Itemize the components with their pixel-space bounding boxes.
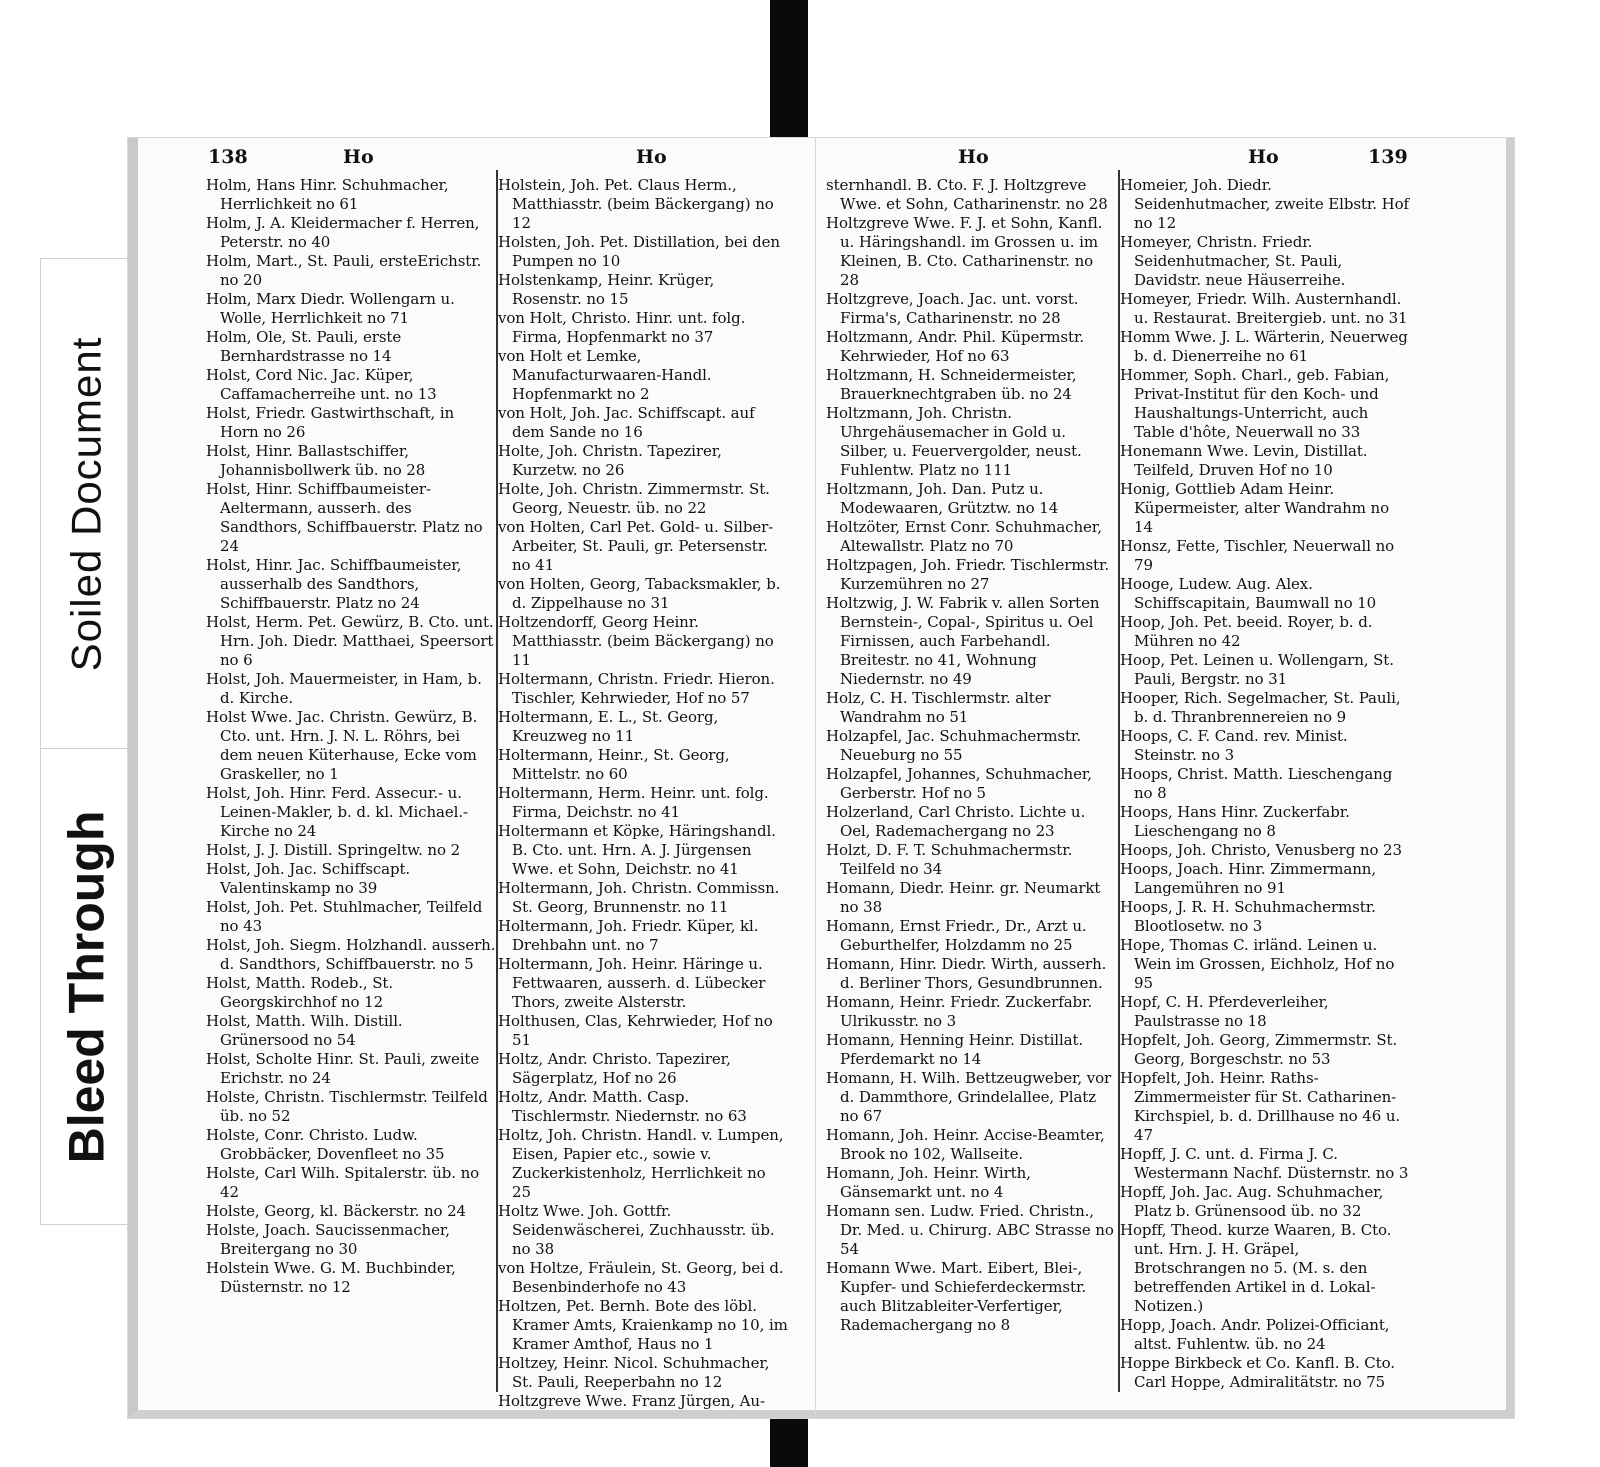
- directory-entry: von Holten, Carl Pet. Gold- u. Silber-Arbeiter, St. Pauli, gr. Petersenstr. no 41: [498, 518, 774, 574]
- directory-entry: Hoop, Joh. Pet. beeid. Royer, b. d. Mühren no 42: [1120, 613, 1373, 650]
- left-page-column-1: [206, 176, 496, 1297]
- bleed-through-label: [40, 748, 132, 1225]
- directory-entry: Holst, Matth. Wilh. Distill. Grünersood no 54: [206, 1012, 403, 1049]
- directory-entry: Holst, Hinr. Jac. Schiffbaumeister, ausserhalb des Sandthors, Schiffbauerstr. Platz no 24: [206, 556, 462, 612]
- directory-entry: Homm Wwe. J. L. Wärterin, Neuerweg b. d. Dienerreihe no 61: [1120, 328, 1408, 365]
- directory-entry: Holm, J. A. Kleidermacher f. Herren, Peterstr. no 40: [206, 214, 480, 251]
- directory-entry: Holzapfel, Jac. Schuhmachermstr. Neueburg no 55: [826, 727, 1081, 764]
- directory-entry: Holst, Friedr. Gastwirthschaft, in Horn no 26: [206, 404, 455, 441]
- directory-entry: Holtermann, Christn. Friedr. Hieron. Tischler, Kehrwieder, Hof no 57: [498, 670, 775, 707]
- directory-entry: Holstein Wwe. G. M. Buchbinder, Düsternstr. no 12: [206, 1259, 456, 1296]
- directory-entry: Holtzmann, Joh. Dan. Putz u. Modewaaren, Grütztw. no 14: [826, 480, 1059, 517]
- right-page-column-2: [1120, 176, 1410, 1392]
- directory-entry: Hopff, Theod. kurze Waaren, B. Cto. unt. Hrn. J. H. Gräpel, Brotschrangen no 5. (M. s. den betreffenden Artikel in d. Lokal-Notizen.): [1120, 1221, 1392, 1315]
- directory-entry: Hopp, Joach. Andr. Polizei-Officiant, altst. Fuhlentw. üb. no 24: [1120, 1316, 1390, 1353]
- directory-entry: von Holtze, Fräulein, St. Georg, bei d. Besenbinderhofe no 43: [498, 1259, 784, 1296]
- directory-entry: Homann, H. Wilh. Bettzeugweber, vor d. Dammthore, Grindelallee, Platz no 67: [826, 1069, 1112, 1125]
- directory-entry: Holtermann, Joh. Christn. Commissn. St. Georg, Brunnenstr. no 11: [498, 879, 780, 916]
- directory-entry: Holte, Joh. Christn. Zimmermstr. St. Georg, Neuestr. üb. no 22: [498, 480, 770, 517]
- left-page-header-right: Ho: [636, 146, 667, 168]
- directory-entry: Holst, Joh. Hinr. Ferd. Assecur.- u. Leinen-Makler, b. d. kl. Michael.-Kirche no 24: [206, 784, 468, 840]
- directory-entry: Hopff, Joh. Jac. Aug. Schuhmacher, Platz b. Grünensood üb. no 32: [1120, 1183, 1384, 1220]
- directory-entry: Holste, Conr. Christo. Ludw. Grobbäcker, Dovenfleet no 35: [206, 1126, 445, 1163]
- directory-entry: Homann, Joh. Heinr. Wirth, Gänsemarkt unt. no 4: [826, 1164, 1031, 1201]
- directory-entry: Homann Wwe. Mart. Eibert, Blei-, Kupfer- und Schieferdeckermstr. auch Blitzableiter-Verfertiger, Rademachergang no 8: [826, 1259, 1087, 1334]
- directory-entry: Hopfelt, Joh. Heinr. Raths-Zimmermeister für St. Catharinen-Kirchspiel, b. d. Drillhause no 46 u. 47: [1120, 1069, 1401, 1144]
- directory-entry: Homann, Joh. Heinr. Accise-Beamter, Brook no 102, Wallseite.: [826, 1126, 1105, 1163]
- directory-entry: Holtzen, Pet. Bernh. Bote des löbl. Kramer Amts, Kraienkamp no 10, im Kramer Amthof, Haus no 1: [498, 1297, 788, 1353]
- directory-entry: Holst, Matth. Rodeb., St. Georgskirchhof no 12: [206, 974, 394, 1011]
- directory-entry: Holtermann et Köpke, Häringshandl. B. Cto. unt. Hrn. A. J. Jürgensen Wwe. et Sohn, Deichstr. no 41: [498, 822, 776, 878]
- directory-entry: Hoops, J. R. H. Schuhmachermstr. Blootlosetw. no 3: [1120, 898, 1376, 935]
- directory-entry: Hoop, Pet. Leinen u. Wollengarn, St. Pauli, Bergstr. no 31: [1120, 651, 1394, 688]
- directory-entry: Holtz, Joh. Christn. Handl. v. Lumpen, Eisen, Papier etc., sowie v. Zuckerkistenholz, Herrlichkeit no 25: [498, 1126, 784, 1201]
- directory-entry: von Holt et Lemke, Manufacturwaaren-Handl. Hopfenmarkt no 2: [498, 347, 712, 403]
- directory-entry: Holste, Christn. Tischlermstr. Teilfeld üb. no 52: [206, 1088, 488, 1125]
- directory-entry: Holtz, Andr. Christo. Tapezirer, Sägerplatz, Hof no 26: [498, 1050, 731, 1087]
- right-page: [816, 138, 1514, 1418]
- directory-entry: Holzerland, Carl Christo. Lichte u. Oel, Rademachergang no 23: [826, 803, 1086, 840]
- directory-entry: Holtzgreve Wwe. F. J. et Sohn, Kanfl. u. Häringshandl. im Grossen u. im Kleinen, B. Cto. Catharinenstr. no 28: [826, 214, 1103, 289]
- directory-entry: Holtzmann, H. Schneidermeister, Brauerknechtgraben üb. no 24: [826, 366, 1077, 403]
- directory-entry: Holst, Joh. Siegm. Holzhandl. ausserh. d. Sandthors, Schiffbauerstr. no 5: [206, 936, 496, 973]
- directory-entry: Homeyer, Christn. Friedr. Seidenhutmacher, St. Pauli, Davidstr. neue Häuserreihe.: [1120, 233, 1346, 289]
- directory-entry: Homann, Ernst Friedr., Dr., Arzt u. Geburthelfer, Holzdamm no 25: [826, 917, 1087, 954]
- directory-entry: Holtzmann, Andr. Phil. Küpermstr. Kehrwieder, Hof no 63: [826, 328, 1085, 365]
- directory-entry: Hoops, Joh. Christo, Venusberg no 23: [1120, 841, 1402, 859]
- directory-entry: Holthusen, Clas, Kehrwieder, Hof no 51: [498, 1012, 773, 1049]
- directory-entry: Hopf, C. H. Pferdeverleiher, Paulstrasse no 18: [1120, 993, 1329, 1030]
- directory-entry: Holtermann, Heinr., St. Georg, Mittelstr. no 60: [498, 746, 730, 783]
- right-page-number: 139: [1368, 146, 1408, 168]
- directory-entry: Hoppe Birkbeck et Co. Kanfl. B. Cto. Carl Hoppe, Admiralitätstr. no 75: [1120, 1354, 1395, 1391]
- directory-entry: Holst, Cord Nic. Jac. Küper, Caffamacherreihe unt. no 13: [206, 366, 437, 403]
- directory-entry: Holst, Joh. Jac. Schiffscapt. Valentinskamp no 39: [206, 860, 411, 897]
- directory-entry: Holst, Hinr. Schiffbaumeister-Aeltermann, ausserh. des Sandthors, Schiffbauerstr. Platz no 24: [206, 480, 483, 555]
- directory-entry: Honsz, Fette, Tischler, Neuerwall no 79: [1120, 537, 1395, 574]
- directory-entry: Holtzpagen, Joh. Friedr. Tischlermstr. Kurzemühren no 27: [826, 556, 1110, 593]
- directory-entry: Holstenkamp, Heinr. Krüger, Rosenstr. no 15: [498, 271, 715, 308]
- directory-entry: von Holt, Joh. Jac. Schiffscapt. auf dem Sande no 16: [498, 404, 755, 441]
- directory-entry: Holst Wwe. Jac. Christn. Gewürz, B. Cto. unt. Hrn. J. N. L. Röhrs, bei dem neuen Küterhause, Ecke vom Graskeller, no 1: [206, 708, 478, 783]
- directory-entry: Holm, Mart., St. Pauli, ersteErichstr. no 20: [206, 252, 482, 289]
- directory-entry: Holtzgreve Wwe. Franz Jürgen, Au-: [498, 1392, 765, 1410]
- directory-entry: Holste, Joach. Saucissenmacher, Breitergang no 30: [206, 1221, 450, 1258]
- directory-entry: Holste, Georg, kl. Bäckerstr. no 24: [206, 1202, 467, 1220]
- directory-entry: Holtermann, E. L., St. Georg, Kreuzweg no 11: [498, 708, 719, 745]
- directory-entry: Holtzey, Heinr. Nicol. Schuhmacher, St. Pauli, Reeperbahn no 12: [498, 1354, 770, 1391]
- directory-entry: Homann, Heinr. Friedr. Zuckerfabr. Ulrikusstr. no 3: [826, 993, 1093, 1030]
- directory-entry: Holzapfel, Johannes, Schuhmacher, Gerberstr. Hof no 5: [826, 765, 1092, 802]
- directory-entry: Holm, Marx Diedr. Wollengarn u. Wolle, Herrlichkeit no 71: [206, 290, 455, 327]
- directory-entry: Homeier, Joh. Diedr. Seidenhutmacher, zweite Elbstr. Hof no 12: [1120, 176, 1409, 232]
- directory-entry: sternhandl. B. Cto. F. J. Holtzgreve Wwe. et Sohn, Catharinenstr. no 28: [826, 176, 1108, 213]
- directory-entry: Holst, Scholte Hinr. St. Pauli, zweite Erichstr. no 24: [206, 1050, 480, 1087]
- directory-entry: Holz, C. H. Tischlermstr. alter Wandrahm no 51: [826, 689, 1051, 726]
- directory-entry: Holtz Wwe. Joh. Gottfr. Seidenwäscherei, Zuchhausstr. üb. no 38: [498, 1202, 775, 1258]
- directory-entry: Holste, Carl Wilh. Spitalerstr. üb. no 42: [206, 1164, 480, 1201]
- bleed-through-text: Bleed Through: [58, 810, 115, 1163]
- soiled-document-text: Soiled Document: [62, 336, 109, 672]
- directory-entry: Holm, Hans Hinr. Schuhmacher, Herrlichkeit no 61: [206, 176, 449, 213]
- directory-entry: Holm, Ole, St. Pauli, erste Bernhardstrasse no 14: [206, 328, 402, 365]
- directory-entry: Homann, Diedr. Heinr. gr. Neumarkt no 38: [826, 879, 1101, 916]
- directory-entry: Holtzmann, Joh. Christn. Uhrgehäusemacher in Gold u. Silber, u. Feuervergolder, neust. Fuhlentw. Platz no 111: [826, 404, 1082, 479]
- directory-entry: Holtzendorff, Georg Heinr. Matthiasstr. (beim Bäckergang) no 11: [498, 613, 774, 669]
- directory-entry: Hommer, Soph. Charl., geb. Fabian, Privat-Institut für den Koch- und Haushaltungs-Unterricht, auch Table d'hôte, Neuerwall no 33: [1120, 366, 1390, 441]
- directory-entry: Honemann Wwe. Levin, Distillat. Teilfeld, Druven Hof no 10: [1120, 442, 1368, 479]
- directory-entry: Homann, Hinr. Diedr. Wirth, ausserh. d. Berliner Thors, Gesundbrunnen.: [826, 955, 1107, 992]
- directory-entry: Hooge, Ludew. Aug. Alex. Schiffscapitain, Baumwall no 10: [1120, 575, 1377, 612]
- right-page-column-1: [826, 176, 1116, 1335]
- soiled-document-label: [40, 258, 132, 750]
- directory-entry: Holzt, D. F. T. Schuhmachermstr. Teilfeld no 34: [826, 841, 1073, 878]
- directory-entry: Holtzöter, Ernst Conr. Schuhmacher, Altewallstr. Platz no 70: [826, 518, 1102, 555]
- directory-entry: Hopff, J. C. unt. d. Firma J. C. Westermann Nachf. Düsternstr. no 3: [1120, 1145, 1409, 1182]
- directory-entry: Holte, Joh. Christn. Tapezirer, Kurzetw. no 26: [498, 442, 722, 479]
- directory-entry: Holst, Joh. Mauermeister, in Ham, b. d. Kirche.: [206, 670, 482, 707]
- directory-entry: Holst, Hinr. Ballastschiffer, Johannisbollwerk üb. no 28: [206, 442, 426, 479]
- left-page-header-left: Ho: [343, 146, 374, 168]
- left-page-column-2: [498, 176, 788, 1411]
- directory-entry: Hoops, C. F. Cand. rev. Minist. Steinstr. no 3: [1120, 727, 1348, 764]
- directory-entry: Homann sen. Ludw. Fried. Christn., Dr. Med. u. Chirurg. ABC Strasse no 54: [826, 1202, 1114, 1258]
- directory-entry: Holst, Herm. Pet. Gewürz, B. Cto. unt. Hrn. Joh. Diedr. Matthaei, Speersort no 6: [206, 613, 494, 669]
- directory-entry: Holtermann, Joh. Friedr. Küper, kl. Drehbahn unt. no 7: [498, 917, 759, 954]
- right-page-header-left: Ho: [958, 146, 989, 168]
- directory-entry: Hope, Thomas C. irländ. Leinen u. Wein im Grossen, Eichholz, Hof no 95: [1120, 936, 1395, 992]
- directory-entry: Homeyer, Friedr. Wilh. Austernhandl. u. Restaurat. Breitergieb. unt. no 31: [1120, 290, 1408, 327]
- left-page: [128, 138, 826, 1418]
- directory-entry: Hoops, Christ. Matth. Lieschengang no 8: [1120, 765, 1393, 802]
- directory-entry: von Holt, Christo. Hinr. unt. folg. Firma, Hopfenmarkt no 37: [498, 309, 746, 346]
- directory-entry: Hoops, Hans Hinr. Zuckerfabr. Lieschengang no 8: [1120, 803, 1350, 840]
- directory-entry: Holtzgreve, Joach. Jac. unt. vorst. Firma's, Catharinenstr. no 28: [826, 290, 1079, 327]
- directory-entry: Honig, Gottlieb Adam Heinr. Küpermeister, alter Wandrahm no 14: [1120, 480, 1390, 536]
- directory-entry: Holtzwig, J. W. Fabrik v. allen Sorten Bernstein-, Copal-, Spiritus u. Oel Firnissen, auch Farbehandl. Breitestr. no 41, Wohnung Niedernstr. no 49: [826, 594, 1100, 688]
- directory-entry: Homann, Henning Heinr. Distillat. Pferdemarkt no 14: [826, 1031, 1084, 1068]
- directory-entry: Holtermann, Herm. Heinr. unt. folg. Firma, Deichstr. no 41: [498, 784, 769, 821]
- right-page-header-right: Ho: [1248, 146, 1279, 168]
- directory-entry: von Holten, Georg, Tabacksmakler, b. d. Zippelhause no 31: [498, 575, 781, 612]
- directory-entry: Hooper, Rich. Segelmacher, St. Pauli, b. d. Thranbrennereien no 9: [1120, 689, 1401, 726]
- directory-entry: Holstein, Joh. Pet. Claus Herm., Matthiasstr. (beim Bäckergang) no 12: [498, 176, 774, 232]
- directory-entry: Holsten, Joh. Pet. Distillation, bei den Pumpen no 10: [498, 233, 780, 270]
- directory-entry: Holtermann, Joh. Heinr. Häringe u. Fettwaaren, ausserh. d. Lübecker Thors, zweite Alsterstr.: [498, 955, 766, 1011]
- directory-entry: Holst, Joh. Pet. Stuhlmacher, Teilfeld no 43: [206, 898, 483, 935]
- directory-entry: Holst, J. J. Distill. Springeltw. no 2: [206, 841, 461, 859]
- directory-entry: Hopfelt, Joh. Georg, Zimmermstr. St. Georg, Borgeschstr. no 53: [1120, 1031, 1398, 1068]
- directory-entry: Hoops, Joach. Hinr. Zimmermann, Langemühren no 91: [1120, 860, 1377, 897]
- directory-entry: Holtz, Andr. Matth. Casp. Tischlermstr. Niedernstr. no 63: [498, 1088, 747, 1125]
- left-page-number: 138: [208, 146, 248, 168]
